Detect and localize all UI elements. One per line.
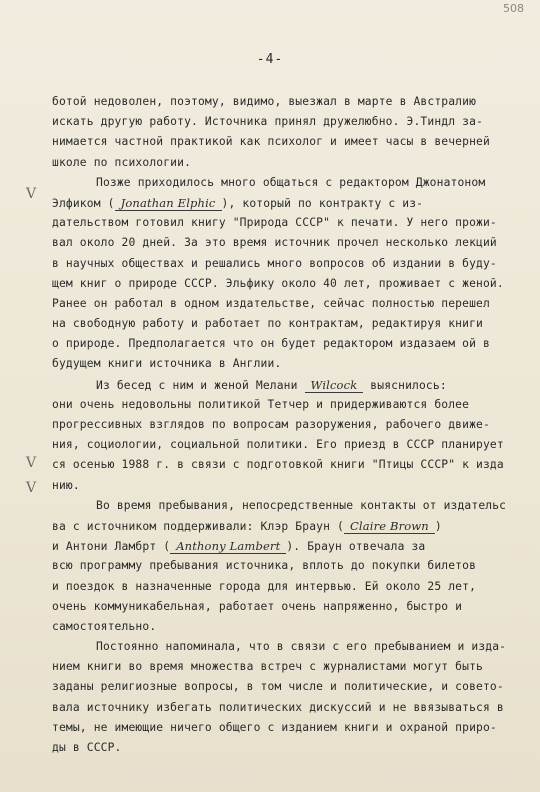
text-line: самостоятельно. bbox=[52, 619, 157, 633]
handwritten-name: Claire Brown bbox=[344, 519, 435, 534]
text-line: в научных обществах и решались много вопросов об издании в буду- bbox=[52, 256, 497, 270]
text-span: и Антони Ламбрт ( bbox=[52, 540, 171, 554]
margin-check-mark: V bbox=[26, 455, 37, 471]
text-line: будущем книги источника в Англии. bbox=[52, 357, 282, 371]
text-line: нию. bbox=[52, 478, 80, 492]
text-line: о природе. Предполагается что он будет редактором издазаем ой в bbox=[52, 337, 490, 351]
text-line: школе по психологии. bbox=[52, 155, 192, 169]
paragraph-start: Во время пребывания, непосредственные контакты от издательс bbox=[96, 498, 507, 512]
text-span: ) bbox=[434, 519, 442, 533]
text-line: щем книг о природе СССР. Эльфику около 40 лет, проживает с женой. bbox=[52, 276, 504, 290]
text-span: ), который по контракту с из- bbox=[221, 196, 424, 210]
document-body bbox=[52, 92, 526, 758]
text-line bbox=[52, 536, 526, 556]
text-line: и поездок в назначенные города для интервью. Ей около 25 лет, bbox=[52, 579, 477, 593]
text-line: прогрессивных взглядов по вопросам разоружения, рабочего движе- bbox=[52, 418, 490, 431]
text-line: они очень недовольны политикой Тетчер и придерживаются более bbox=[52, 397, 470, 411]
text-line: очень коммуникабельная, работает очень напряженно, быстро и bbox=[52, 599, 463, 613]
handwritten-name: Jonathan Elphic bbox=[115, 196, 222, 211]
text-line bbox=[52, 193, 526, 213]
text-line: всю программу пребывания источника, вплоть до покупки билетов bbox=[52, 559, 477, 573]
text-span: выяснилось: bbox=[363, 378, 447, 392]
text-line: темы, не имеющие ничего общего с изданием книги и охраной приро- bbox=[52, 720, 497, 734]
text-line: ды в СССР. bbox=[52, 741, 122, 754]
text-line: вал около 20 дней. За это время источник прочел несколько лекций bbox=[52, 236, 497, 250]
text-line: ния, социологии, социальной политики. Его приезд в СССР планирует bbox=[52, 438, 504, 452]
handwritten-name: Anthony Lambert bbox=[170, 539, 286, 554]
text-line: заданы религиозные вопросы, в том числе и политические, и совето- bbox=[52, 680, 504, 694]
text-span: Из бесед с ним и женой Мелани bbox=[96, 378, 305, 392]
text-line: ботой недоволен, поэтому, видимо, выезжал в марте в Австралию bbox=[52, 95, 477, 108]
handwritten-name: Wilcock bbox=[305, 378, 364, 393]
paragraph-start bbox=[52, 375, 526, 395]
text-line: нимается частной практикой как психолог и имеет часы в вечерней bbox=[52, 135, 490, 149]
paragraph-start: Позже приходилось много общаться с редактором Джонатоном bbox=[96, 175, 486, 189]
text-line: ся осенью 1988 г. в связи с подготовкой книги "Птицы СССР" к изда bbox=[52, 458, 504, 472]
margin-check-mark: V bbox=[26, 186, 37, 202]
text-span: Элфиком ( bbox=[52, 196, 115, 210]
text-span: ). Браун отвечала за bbox=[286, 540, 426, 554]
text-line bbox=[52, 516, 526, 536]
text-span: ва с источником поддерживали: Клэр Браун ( bbox=[52, 519, 344, 533]
text-line: Ранее он работал в одном издательстве, сейчас полностью перешел bbox=[52, 296, 490, 310]
page-number: -4- bbox=[256, 52, 284, 67]
archive-number: 508 bbox=[503, 2, 524, 15]
text-line: нием книги во время множества встреч с журналистами могут быть bbox=[52, 660, 483, 674]
text-line: дательством готовил книгу "Природа СССР" к печати. У него прожи- bbox=[52, 216, 497, 230]
text-line: вала источнику избегать политических дискуссий и не ввязываться в bbox=[52, 700, 504, 714]
text-line: на свободную работу и работает по контрактам, редактируя книги bbox=[52, 317, 483, 331]
text-line: искать другую работу. Источника принял дружелюбно. Э.Тиндл за- bbox=[52, 115, 483, 129]
paragraph-start: Постоянно напоминала, что в связи с его пребыванием и изда- bbox=[96, 640, 507, 654]
margin-check-mark: V bbox=[26, 480, 37, 496]
